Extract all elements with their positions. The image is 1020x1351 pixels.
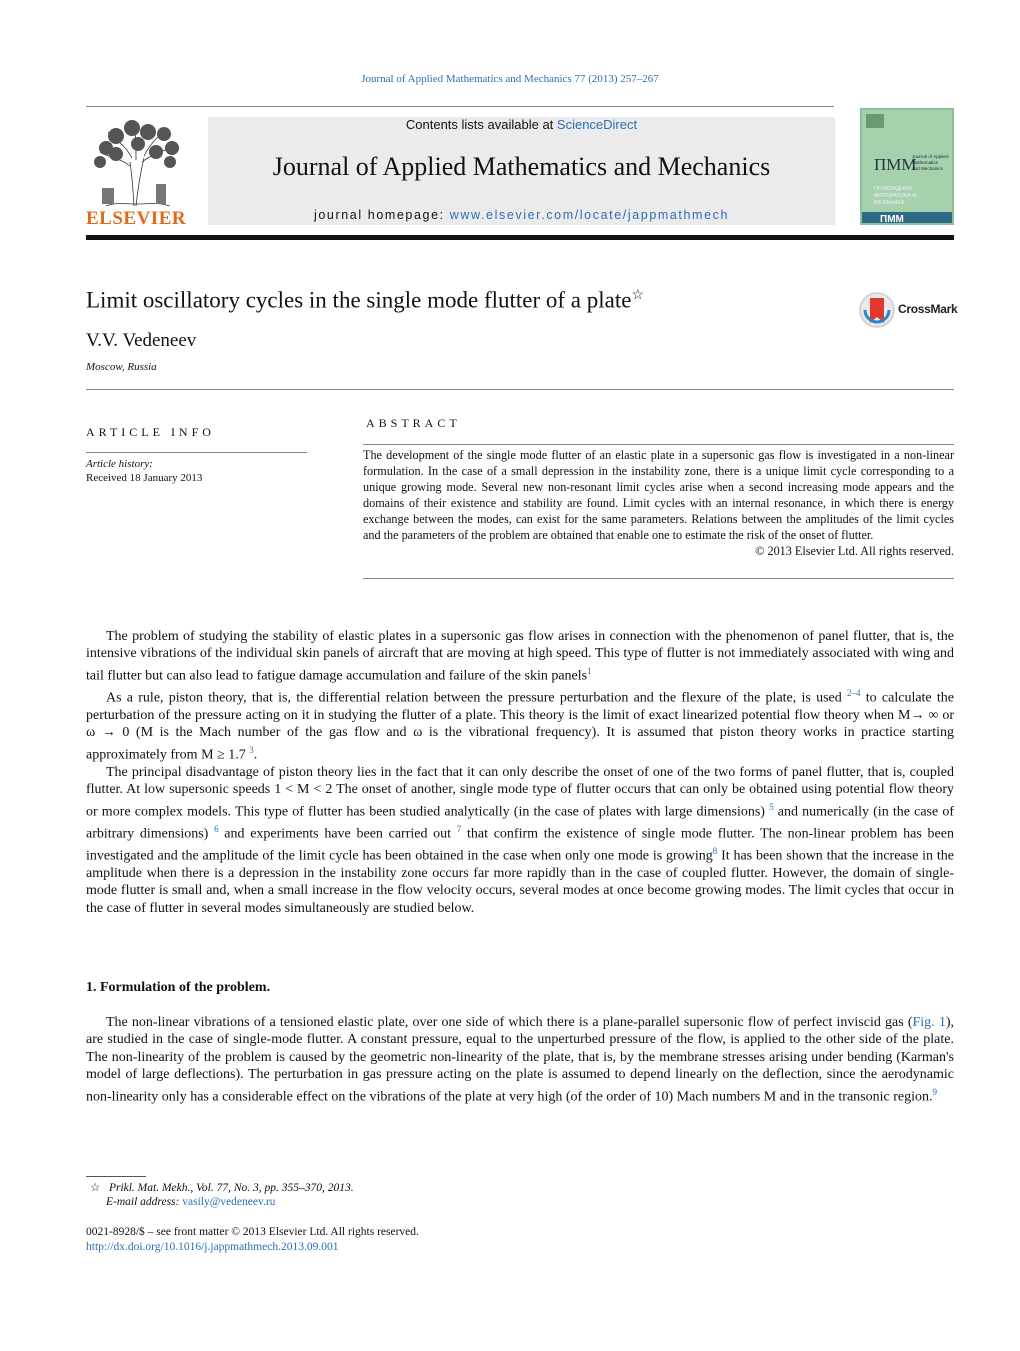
author-affiliation: Moscow, Russia: [86, 361, 157, 373]
s1-p1-text-a: The non-linear vibrations of a tensioned elastic plate, over one side of which there is a plane-parallel supersonic flow of perfect inviscid gas (: [106, 1015, 913, 1030]
issn-line: 0021-8928/$ – see front matter © 2013 Elsevier Ltd. All rights reserved.: [86, 1226, 419, 1238]
abstract-copyright: © 2013 Elsevier Ltd. All rights reserved.: [755, 544, 954, 558]
footnote-email: [106, 1196, 275, 1208]
title-footnote-mark[interactable]: ☆: [631, 288, 645, 303]
article-info-heading: ARTICLE INFO: [86, 425, 215, 439]
crossmark-label[interactable]: CrossMark: [898, 302, 958, 316]
footnote-star: ☆: [90, 1182, 101, 1194]
footnote-1-text: Prikl. Mat. Mekh., Vol. 77, No. 3, pp. 355–370, 2013.: [108, 1182, 354, 1194]
article-title: [86, 287, 644, 314]
ref-1[interactable]: 1: [587, 665, 592, 676]
contents-line: [208, 117, 835, 132]
intro-paragraph-1: [86, 628, 954, 685]
ref-3[interactable]: 3: [249, 744, 254, 755]
abstract-text: The development of the single mode flutter of an elastic plate in a supersonic gas flow is investigated in a non-linear formulation. In the case of a small depression in the instability zone, there is a unique limit cycle corresponding to a unique growing mode. Several new non-resonant limit cycles arise when a second increasing mode appears and the domains of their existence and stability are found. Limit cycles with an internal resonance, in which there is energy exchange between the modes, can exist for the same parameters. Relations between the amplitudes of the limit cycles and the parameters of the problem are obtained that enable one to estimate the risk of the onset of flutter.: [363, 448, 954, 542]
journal-reference[interactable]: Journal of Applied Mathematics and Mechanics 77 (2013) 257–267: [361, 73, 659, 85]
intro-p3-text-d: that confirm the existence of single mode flutter. The non-linear problem has been investigated and the amplitude of the limit cycle has been obtained in the case when only one mode is growing: [86, 826, 954, 864]
intro-paragraph-3: [86, 764, 954, 917]
ref-8[interactable]: 8: [712, 845, 718, 856]
intro-p2-text-b: to calculate the perturbation of the pressure acting on it in studying the flutter of a plate. This theory is the limit of exact linearized potential flow theory when: [86, 690, 954, 723]
doi-link[interactable]: http://dx.doi.org/10.1016/j.jappmathmech.2013.09.001: [86, 1241, 339, 1253]
cover-abbr-bottom: ПММ: [880, 214, 904, 225]
email-label: E-mail address:: [106, 1196, 183, 1208]
footnote-rule: [86, 1176, 146, 1177]
ref-2-4[interactable]: 2–4: [847, 687, 861, 698]
header-rule: [86, 106, 834, 107]
sciencedirect-link[interactable]: ScienceDirect: [556, 117, 638, 132]
s1-p1-text-b: ), are studied in the case of single-mode flutter. A constant pressure, equal to the unperturbed pressure of the flow, is applied to the other side of the plate. The non-linearity of the problem is caused by the geometric non-linearity of the plate, that is, by the membrane stresses arising under bending (Karman's model of large deflections). The perturbation in gas pressure acting on the plate is assumed to depend linearly on the deflection, since the aerodynamic non-linearity only has a considerable effect on the vibrations of the plate at very high (of the order of 10) Mach numbers M and in the transonic region.: [86, 1015, 954, 1105]
cover-line2: Mathematics: [912, 160, 939, 165]
cover-graphic: [860, 108, 954, 225]
abstract-rule: [363, 444, 954, 445]
section-1-heading: 1. Formulation of the problem.: [86, 980, 271, 995]
intro-p2-text-d: .: [253, 747, 258, 763]
intro-p3-text-b: and numerically (in the case of arbitrary dimensions): [86, 804, 955, 842]
cover-ru3: МЕХАНИКА: [874, 200, 905, 206]
cover-ru2: МАТЕМАТИКА И: [874, 193, 917, 199]
ref-9[interactable]: 9: [932, 1086, 937, 1097]
author-name: V.V. Vedeneev: [86, 330, 197, 351]
intro-p1-text: The problem of studying the stability of elastic plates in a supersonic gas flow arises in connection with the phenomenon of panel flutter, that is, the intensive vibrations of the individual skin panels of aircraft that are moving at high speed. This type of flutter is not immediately associated with wing and tail flutter but can also lead to fatigue damage accumulation and failure of the skin panels: [86, 629, 954, 684]
abstract-block: [363, 447, 954, 559]
email-link[interactable]: vasily@vedeneev.ru: [182, 1196, 276, 1208]
contents-prefix: Contents lists available at: [405, 117, 557, 132]
elsevier-wordmark: ELSEVIER: [86, 208, 187, 229]
ref-7[interactable]: 7: [456, 823, 462, 834]
homepage-link[interactable]: www.elsevier.com/locate/jappmathmech: [449, 208, 730, 222]
introduction-body: [86, 628, 954, 917]
intro-p2-text-a: As a rule, piston theory, that is, the differential relation between the pressure perturbation and the flexure of the plate, is used: [106, 690, 848, 706]
received-date: Received 18 January 2013: [86, 472, 203, 484]
article-info-rule: [86, 452, 307, 453]
abstract-bottom-rule: [363, 578, 954, 579]
footnote-1: [90, 1181, 354, 1196]
intro-p3-text-e: It has been shown that the increase in the amplitude when there is a depression in the instability zone occurs far more rapidly than in the case of coupled flutter. However, the domain of single-mode flutter is small and, when a small increase in the flow velocity occurs, several modes at once become growing modes. The limit cycles that occur in the case of flutter in several modes simultaneously are studied below.: [86, 848, 954, 916]
article-title-text: Limit oscillatory cycles in the single mode flutter of a plate: [86, 287, 632, 313]
intro-paragraph-2: [86, 685, 954, 764]
cover-ru1: ПРИКЛАДНАЯ: [874, 186, 912, 192]
ref-5[interactable]: 5: [769, 801, 774, 812]
intro-p3-text-c: and experiments have been carried out: [218, 826, 457, 842]
intro-p3-text-a: The principal disadvantage of piston theory lies in the fact that it can only describe the onset of one of the two forms of panel flutter, that is, coupled flutter. At low supersonic speeds 1 < M < 2 The onset of another, single mode type of flutter occurs that can only be obtained using potential flow theory or more complex models. This type of flutter has been studied analytically (in the case of plates with large dimensions): [86, 764, 954, 820]
journal-cover-image[interactable]: [860, 108, 954, 225]
section-1-body: [86, 1014, 954, 1106]
journal-homepage: [208, 208, 835, 222]
figure-1-link[interactable]: Fig. 1: [912, 1015, 946, 1030]
cover-abbr: ПММ: [874, 155, 917, 174]
section-1-paragraph-1: [86, 1014, 954, 1106]
cover-line1: Journal of Applied: [912, 154, 949, 159]
cover-line3: and Mechanics: [912, 166, 943, 171]
header-thick-rule: [86, 235, 954, 240]
ref-6[interactable]: 6: [214, 823, 219, 834]
article-history-label: Article history:: [86, 458, 153, 470]
crossmark-icon[interactable]: [858, 290, 896, 330]
journal-title: Journal of Applied Mathematics and Mechanics: [272, 152, 771, 181]
abstract-heading: ABSTRACT: [366, 416, 461, 430]
title-block-rule: [86, 389, 954, 390]
homepage-prefix: journal homepage:: [313, 208, 450, 222]
intro-p2-text-c: M→ ∞ or ω → 0 (M is the Mach number of the gas flow and ω is the vibrational frequency). It is assumed that piston theory works in practice starting approximately from M ≥ 1.7: [86, 707, 954, 763]
